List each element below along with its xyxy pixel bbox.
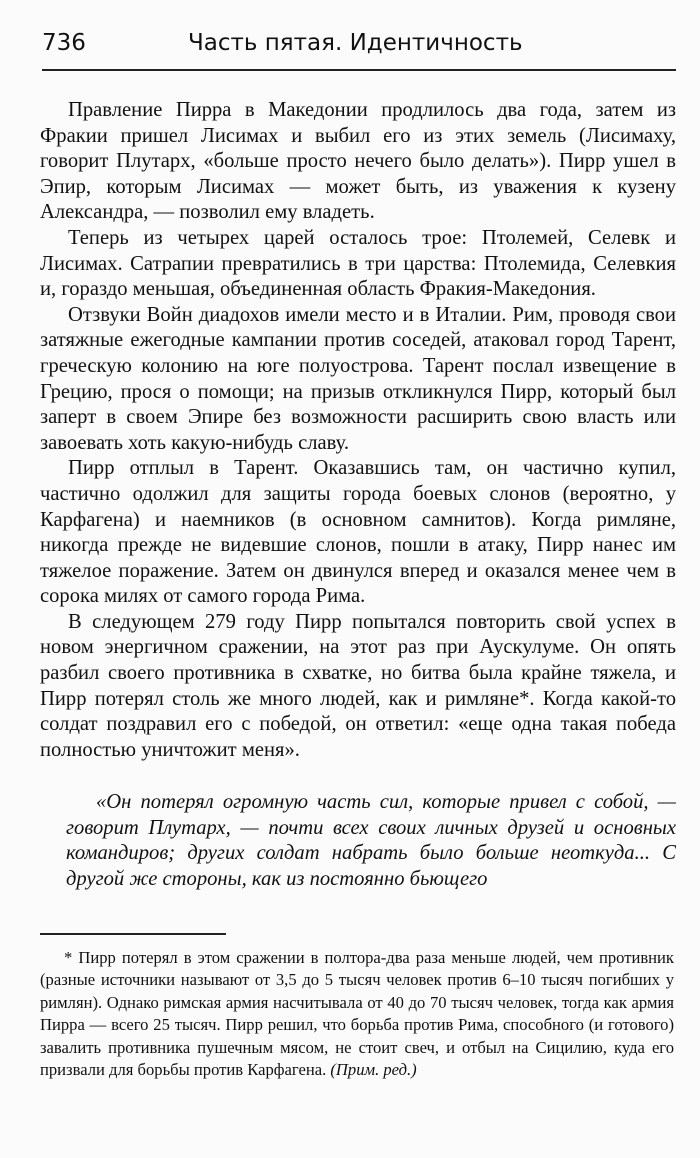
editor-note-tag: (Прим. ред.) [330, 1060, 417, 1080]
quote-text: «Он потерял огромную часть сил, которые привел с собой, — говорит Плутарх, — почти всех своих личных друзей и основных командиров; других солдат набрать было больше неоткуда... С другой же стороны, как из постоянно бьющего [66, 791, 676, 890]
paragraph: Отзвуки Войн диадохов имели место и в Италии. Рим, проводя свои затяжные ежегодные кампании против соседей, атаковал город Тарент, греческую колонию на юге полуострова. Тарент послал извещение в Грецию, прося о помощи; на призыв откликнулся Пирр, который был заперт в своем Эпире без возможности расширить свою власть или завоевать хоть какую-нибудь славу. [40, 303, 676, 454]
body-text [40, 98, 676, 763]
footnote [40, 947, 674, 1081]
paragraph: В следующем 279 году Пирр попытался повторить свой успех в новом энергичном сражении, на этот раз при Аускулуме. Он опять разбил своего противника в схватке, но битва была крайне тяжела, и Пирр потерял столь же много людей, как и римляне*. Когда какой-то солдат поздравил его с победой, он ответил: «еще одна такая победа полностью уничтожит меня». [40, 610, 676, 761]
block-quote [66, 790, 676, 892]
paragraph: Правление Пирра в Македонии продлилось два года, затем из Фракии пришел Лисимах и выбил его из этих земель (Лисимаху, говорит Плутарх, «больше просто нечего было делать»). Пирр ушел в Эпир, которым Лисимах — может быть, из уважения к кузену Александра, — позволил ему владеть. [40, 99, 676, 224]
header-rule [42, 69, 676, 71]
page-header [42, 30, 678, 70]
footnote-rule [40, 933, 226, 935]
paragraph: Пирр отплыл в Тарент. Оказавшись там, он частично купил, частично одолжил для защиты города боевых слонов (вероятно, у Карфагена) и наемников (в основном самнитов). Когда римляне, никогда прежде не видевшие слонов, пошли в атаку, Пирр нанес им тяжелое поражение. Затем он двинулся вперед и оказался менее чем в сорока милях от самого города Рима. [40, 457, 676, 608]
footnote-paragraph [40, 947, 674, 1081]
footnote-text: * Пирр потерял в этом сражении в полтора-два раза меньше людей, чем противник (разные источники называют от 3,5 до 5 тысяч человек против 6–10 тысяч погибших у римлян). Однако римская армия насчитывала от 40 до 70 тысяч человек, тогда как армия Пирра — всего 25 тысяч. Пирр решил, что борьба против Рима, способного (и готового) завалить противника пушечным мясом, не стоит свеч, и отбыл на Сицилию, куда его призвали для борьбы против Карфагена. [40, 948, 674, 1080]
page-number: 736 [42, 30, 86, 56]
paragraph: Теперь из четырех царей осталось трое: Птолемей, Селевк и Лисимах. Сатрапии превратились в три царства: Птолемида, Селевкия и, гораздо меньшая, объединенная область Фракия-Македония. [40, 226, 676, 301]
running-title: Часть пятая. Идентичность [188, 30, 523, 56]
